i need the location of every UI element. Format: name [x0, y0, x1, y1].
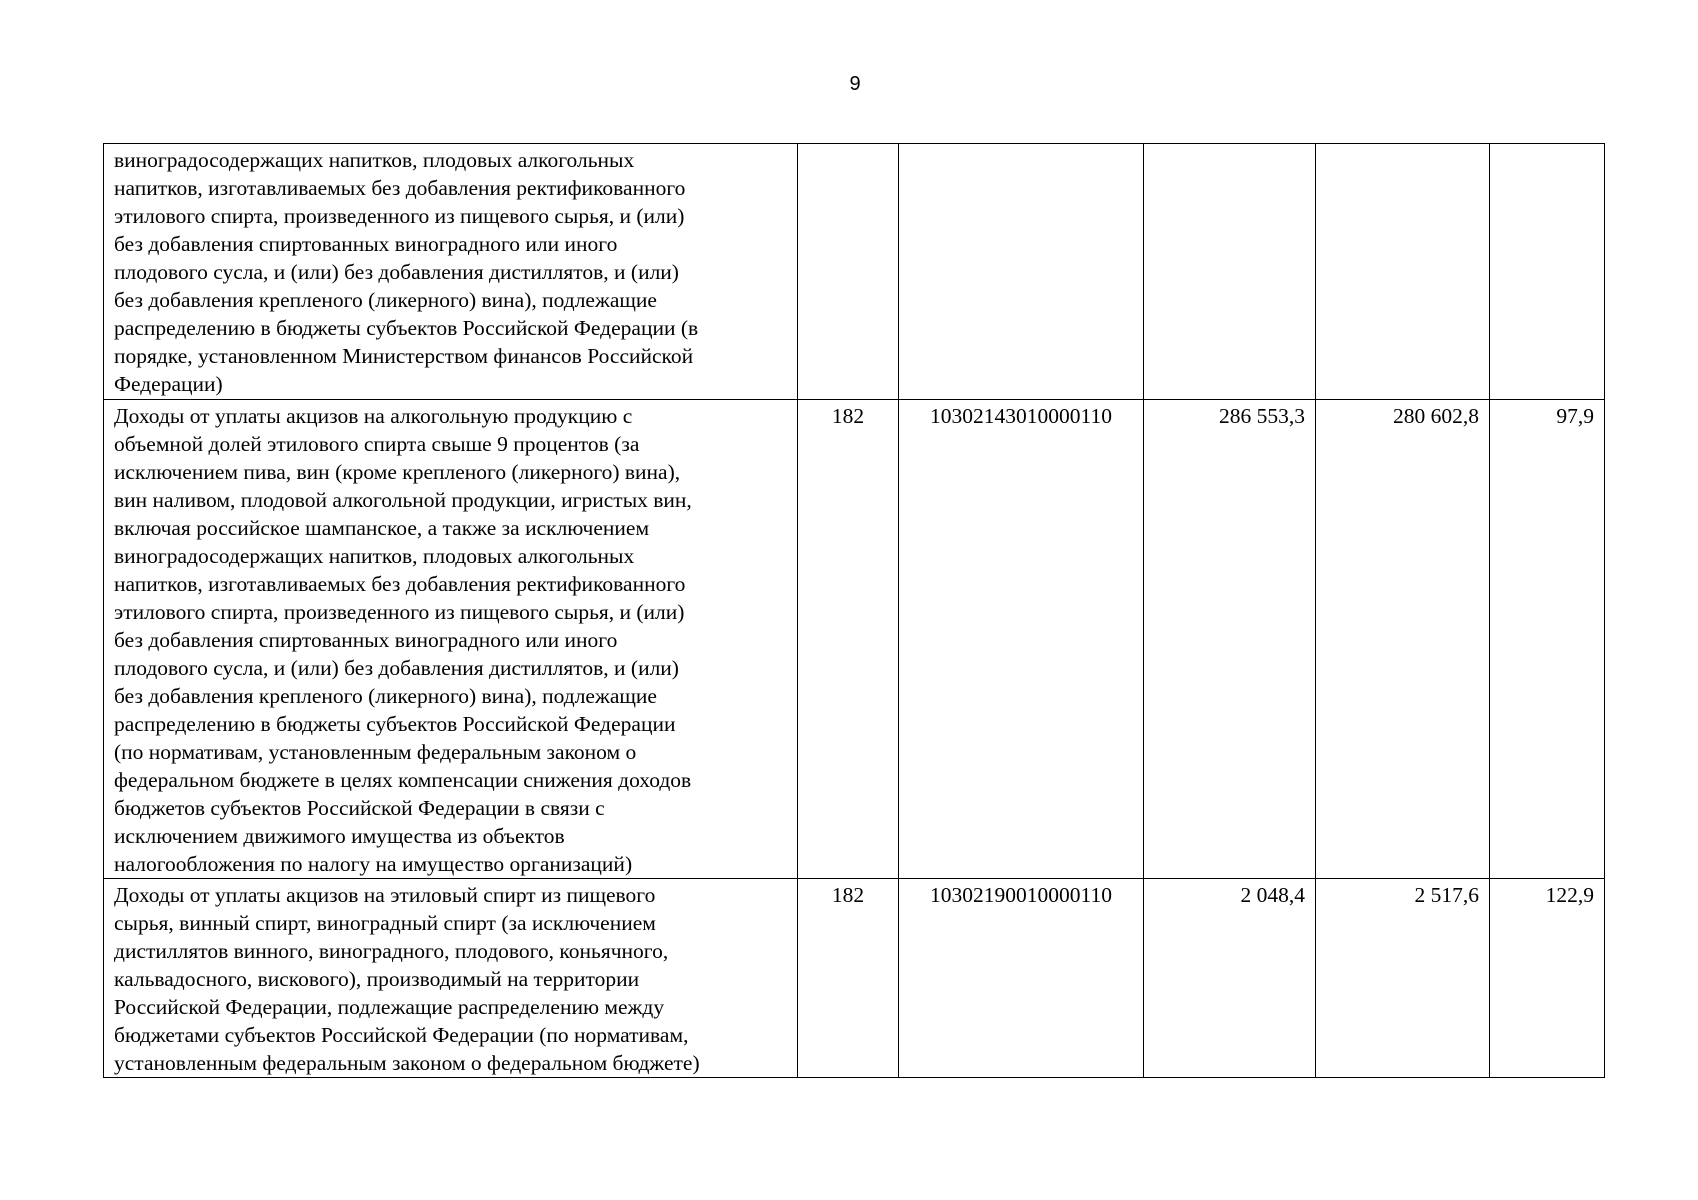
- table-row: [104, 879, 1605, 1078]
- value2-cell: 2 517,6: [1316, 879, 1490, 1078]
- description-line: Доходы от уплаты акцизов на этиловый спирт из пищевого: [114, 883, 656, 907]
- description-line: распределению в бюджеты субъектов Российской Федерации: [114, 712, 676, 736]
- description-line: Федерации): [114, 372, 223, 396]
- budget-code-cell: 10302190010000110: [899, 879, 1144, 1078]
- description-line: дистиллятов винного, виноградного, плодового, коньячного,: [114, 939, 669, 963]
- description-line: без добавления крепленого (ликерного) вина), подлежащие: [114, 288, 657, 312]
- revenue-table: [103, 143, 1605, 1078]
- description-line: включая российское шампанское, а также за исключением: [114, 516, 650, 540]
- description-line: напитков, изготавливаемых без добавления ректификованного: [114, 572, 686, 596]
- page-number: 9: [849, 73, 861, 95]
- description-line: бюджетами субъектов Российской Федерации (по нормативам,: [114, 1023, 689, 1047]
- percent-cell: 97,9: [1490, 400, 1605, 879]
- description-line: исключением движимого имущества из объектов: [114, 824, 565, 848]
- budget-code-cell: [899, 144, 1144, 400]
- table-row: [104, 400, 1605, 879]
- description-line: напитков, изготавливаемых без добавления ректификованного: [114, 176, 686, 200]
- description-line: исключением пива, вин (кроме крепленого (ликерного) вина),: [114, 460, 681, 484]
- description-line: вин наливом, плодовой алкогольной продукции, игристых вин,: [114, 488, 692, 512]
- description-line: виноградосодержащих напитков, плодовых алкогольных: [114, 544, 635, 568]
- revenue-description: [104, 879, 798, 1078]
- description-line: распределению в бюджеты субъектов Российской Федерации (в: [114, 316, 699, 340]
- description-line: плодового сусла, и (или) без добавления дистиллятов, и (или): [114, 656, 679, 680]
- description-line: (по нормативам, установленным федеральным законом о: [114, 740, 637, 764]
- table-row: [104, 144, 1605, 400]
- value1-cell: [1144, 144, 1316, 400]
- revenue-description: [104, 144, 798, 400]
- description-line: сырья, винный спирт, виноградный спирт (за исключением: [114, 911, 656, 935]
- value2-cell: [1316, 144, 1490, 400]
- value2-cell: 280 602,8: [1316, 400, 1490, 879]
- value1-cell: 2 048,4: [1144, 879, 1316, 1078]
- budget-code-cell: 10302143010000110: [899, 400, 1144, 879]
- description-line: без добавления спиртованных виноградного или иного: [114, 232, 618, 256]
- description-line: этилового спирта, произведенного из пищевого сырья, и (или): [114, 600, 685, 624]
- description-line: бюджетов субъектов Российской Федерации в связи с: [114, 796, 605, 820]
- description-line: Российской Федерации, подлежащие распределению между: [114, 995, 665, 1019]
- description-line: без добавления крепленого (ликерного) вина), подлежащие: [114, 684, 657, 708]
- description-line: кальвадосного, вискового), производимый на территории: [114, 967, 640, 991]
- description-line: виноградосодержащих напитков, плодовых алкогольных: [114, 148, 635, 172]
- description-line: Доходы от уплаты акцизов на алкогольную продукцию с: [114, 404, 633, 428]
- description-line: плодового сусла, и (или) без добавления дистиллятов, и (или): [114, 260, 679, 284]
- admin-code-cell: 182: [798, 400, 899, 879]
- table-body: [104, 144, 1605, 1078]
- description-line: объемной долей этилового спирта свыше 9 процентов (за: [114, 432, 640, 456]
- description-line: федеральном бюджете в целях компенсации снижения доходов: [114, 768, 692, 792]
- description-line: порядке, установленном Министерством финансов Российской: [114, 344, 694, 368]
- percent-cell: 122,9: [1490, 879, 1605, 1078]
- admin-code-cell: 182: [798, 879, 899, 1078]
- description-line: этилового спирта, произведенного из пищевого сырья, и (или): [114, 204, 685, 228]
- description-line: налогообложения по налогу на имущество организаций): [114, 852, 633, 876]
- revenue-description: [104, 400, 798, 879]
- admin-code-cell: [798, 144, 899, 400]
- value1-cell: 286 553,3: [1144, 400, 1316, 879]
- percent-cell: [1490, 144, 1605, 400]
- description-line: без добавления спиртованных виноградного или иного: [114, 628, 618, 652]
- description-line: установленным федеральным законом о федеральном бюджете): [114, 1051, 700, 1075]
